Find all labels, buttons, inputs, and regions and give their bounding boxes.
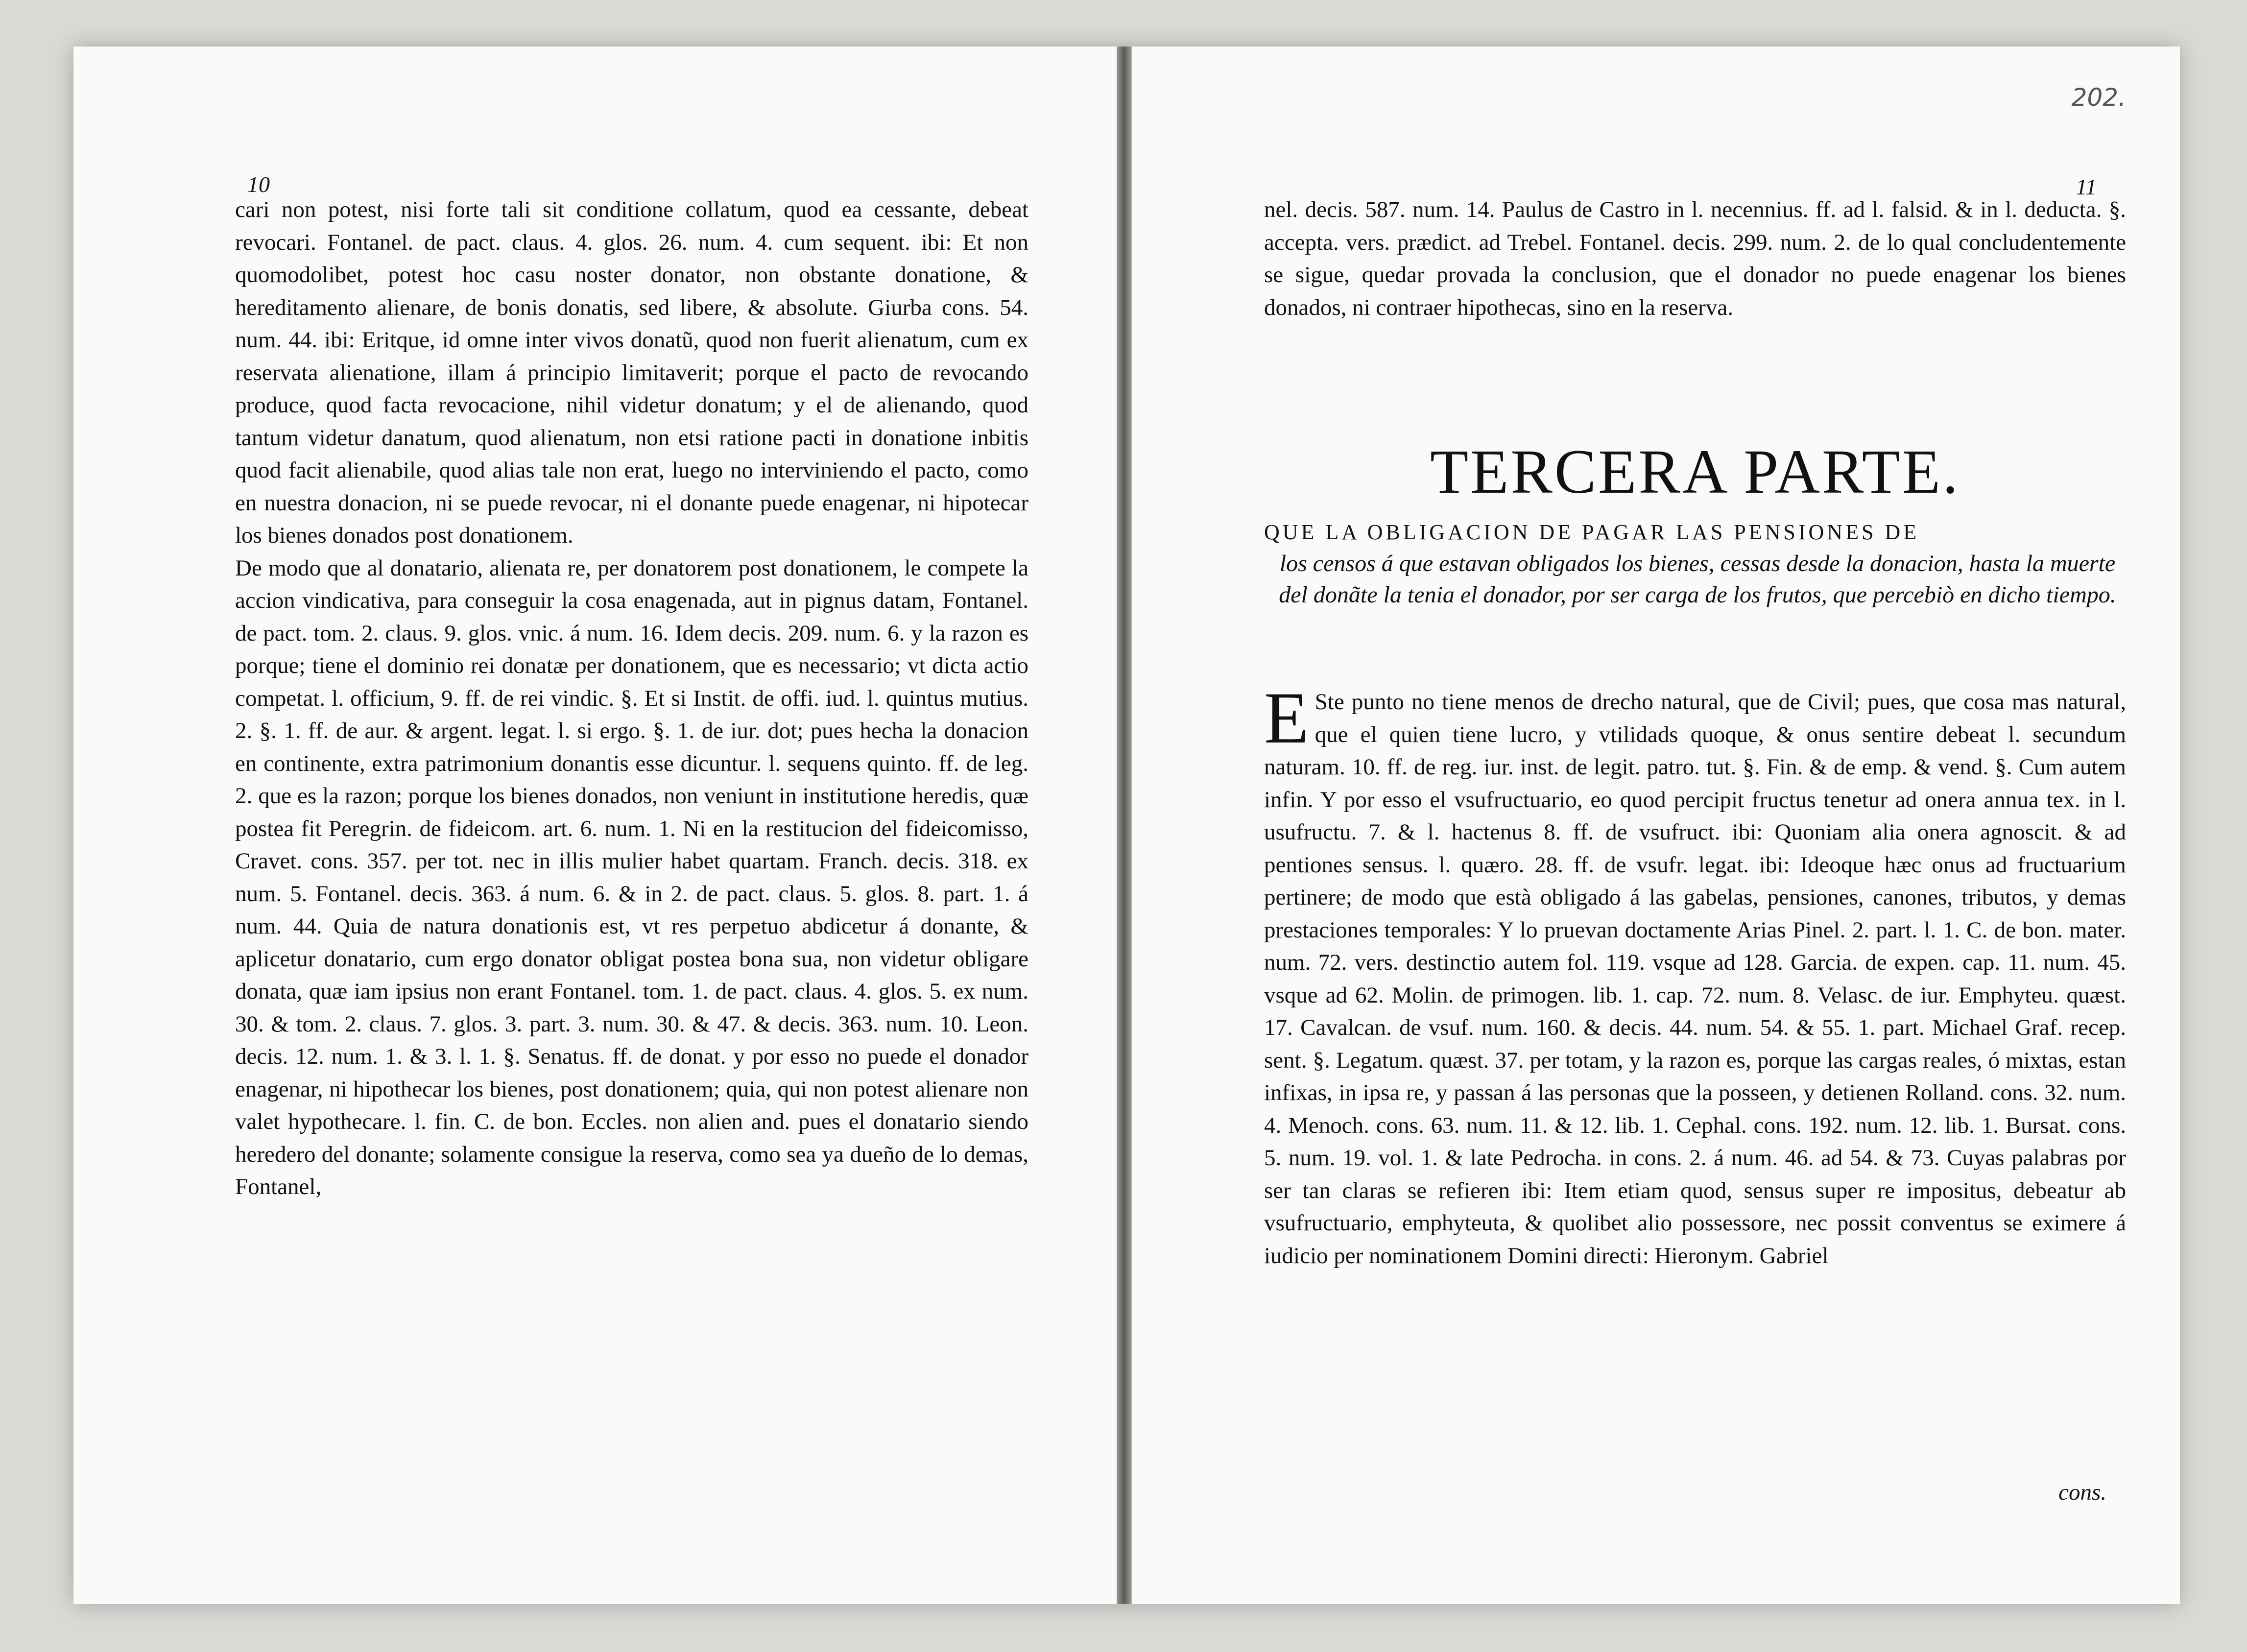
- right-top-paragraph: nel. decis. 587. num. 14. Paulus de Castro in l. necennius. ff. ad l. falsid. & in l. deducta. §. accepta. vers. prædict. ad Trebel. Fontanel. decis. 299. num. 2. de lo qual concludentemente se sigue, quedar provada la conclusion, que el donador no puede enagenar los bienes donados, ni contraer hipothecas, sino en la reserva.: [1264, 197, 2126, 320]
- right-main-text: Ste punto no tiene menos de drecho natural, que de Civil; pues, que cosa mas natural, que el quien tiene lucro, y vtilidads quoque, & onus sentire debeat l. secundum naturam. 10. ff. de reg. iur. inst. de legit. patro. tut. §. Fin. & de emp. & vend. §. Cum autem infin. Y por esso el vsufructuario, eo quod percipit fructus tenetur ad onera annua tex. in l. usufructu. 7. & l. hactenus 8. ff. de vsufruct. ibi: Quoniam alia onera agnoscit. & ad pentiones sensus. l. quæro. 28. ff. de vsufr. legat. ibi: Ideoque hæc onus ad fructuarium pertinere; de modo que està obligado á las gabelas, pensiones, canones, tributos, y demas prestaciones temporales: Y lo pruevan doctamente Arias Pinel. 2. part. l. 1. C. de bon. mater. num. 72. vers. destinctio autem fol. 119. vsque ad 128. Garcia. de expen. cap. 11. num. 45. vsque ad 62. Molin. de primogen. lib. 1. cap. 72. num. 8. Velasc. de iur. Emphyteu. quæst. 17. Cavalcan. de vsuf. num. 160. & decis. 44. num. 54. & 55. 1. part. Michael Graf. recep. sent. §. Legatum. quæst. 37. per totam, y la razon es, porque las cargas reales, ó mixtas, estan infixas, in ipsa re, y passan á las personas que la posseen, y detienen Rolland. cons. 32. num. 4. Menoch. cons. 63. num. 11. & 12. lib. 1. Cephal. cons. 192. num. 12. lib. 1. Bursat. cons. 5. num. 19. vol. 1. & late Pedrocha. in cons. 2. á num. 46. ad 54. & 73. Cuyas palabras por ser tan claras se refieren ibi: Item etiam quod, sensus super re impositus, debeatur ab vsufructuario, emphyteuta, & quolibet alio possessore, nec possit conventus se eximere á iudicio per nominationem Domini directi: Hieronym. Gabriel: [1264, 689, 2126, 1269]
- right-main-paragraph: [1264, 677, 2126, 1272]
- left-page-number: 10: [247, 172, 270, 197]
- left-paragraph-1: cari non potest, nisi forte tali sit conditione collatum, quod ea cessante, debeat revocari. Fontanel. de pact. claus. 4. glos. 26. num. 4. cum sequent. ibi: Et non quomodolibet, potest hoc casu noster donator, non obstante donatione, & hereditamento alienare, de bonis donatis, sed libere, & absolute. Giurba cons. 54. num. 44. ibi: Eritque, id omne inter vivos donatũ, quod non fuerit alienatum, cum ex reservata alienatione, illam á principio limitaverit; porque el pacto de revocando produce, quod facta revocacione, nihil videtur donatum; y el de alienando, quod tantum videtur danatum, quod alienatum, non etsi ratione pacti in donatione inbitis quod facit alienabile, quod alias tale non erat, luego no interviniendo el pacto, como en nuestra donacion, ni se puede revocar, ni el donante puede enagenar, ni hipotecar los bienes donados post donationem.: [235, 197, 1028, 548]
- section-heading: TERCERA PARTE.: [1430, 437, 1960, 506]
- left-page: [73, 47, 1117, 1604]
- right-page-number: 11: [2076, 174, 2097, 199]
- left-page-text: [235, 193, 1028, 1203]
- right-page: [1131, 47, 2180, 1604]
- subheading-caps: QUE LA OBLIGACION DE PAGAR LAS PENSIONES DE: [1264, 520, 1920, 544]
- right-catchword: cons.: [2058, 1480, 2106, 1505]
- section-subheading: [1264, 517, 2131, 611]
- folio-number: 202.: [2071, 83, 2126, 112]
- book-spread: [73, 47, 2179, 1604]
- book-gutter: [1117, 47, 1131, 1604]
- subheading-rest: los censos á que estavan obligados los bienes, cessas desde la donacion, hasta la muerte del donãte la tenia el donador, por ser carga de los frutos, que percebiò en dicho tiempo.: [1279, 551, 2116, 608]
- drop-cap: E: [1264, 677, 1309, 759]
- left-paragraph-2: De modo que al donatario, alienata re, per donatorem post donationem, le compete la accion vindicativa, para conseguir la cosa enagenada, aut in pignus datam, Fontanel. de pact. tom. 2. claus. 9. glos. vnic. á num. 16. Idem decis. 209. num. 6. y la razon es porque; tiene el dominio rei donatæ per donationem, que es necessario; vt dicta actio competat. l. officium, 9. ff. de rei vindic. §. Et si Instit. de offi. iud. l. quintus mutius. 2. §. 1. ff. de aur. & argent. legat. l. si ergo. §. 1. de iur. dot; pues hecha la donacion en continente, extra patrimonium donantis esse dicuntur. l. sequens quinto. ff. de leg. 2. que es la razon; porque los bienes donados, non veniunt in institutione heredis, quæ postea fit Peregrin. de fideicom. art. 6. num. 1. Ni en la restitucion del fideicomisso, Cravet. cons. 357. per tot. nec in illis mulier habet quartam. Franch. decis. 318. ex num. 5. Fontanel. decis. 363. á num. 6. & in 2. de pact. claus. 5. glos. 8. part. 1. á num. 44. Quia de natura donationis est, vt res perpetuo abdicetur á donante, & aplicetur donatario, cum ergo donator obligat postea bona sua, non videtur obligare donata, quæ iam ipsius non erant Fontanel. tom. 1. de pact. claus. 4. glos. 5. ex num. 30. & tom. 2. claus. 7. glos. 3. part. 3. num. 30. & 47. & decis. 363. num. 10. Leon. decis. 12. num. 1. & 3. l. 1. §. Senatus. ff. de donat. y por esso no puede el donador enagenar, ni hipothecar los bienes, post donationem; quia, qui non potest alienare non valet hypothecare. l. fin. C. de bon. Eccles. non alien and. pues el donatario siendo heredero del donante; solamente consigue la reserva, como sea ya dueño de lo demas, Fontanel,: [235, 555, 1028, 1199]
